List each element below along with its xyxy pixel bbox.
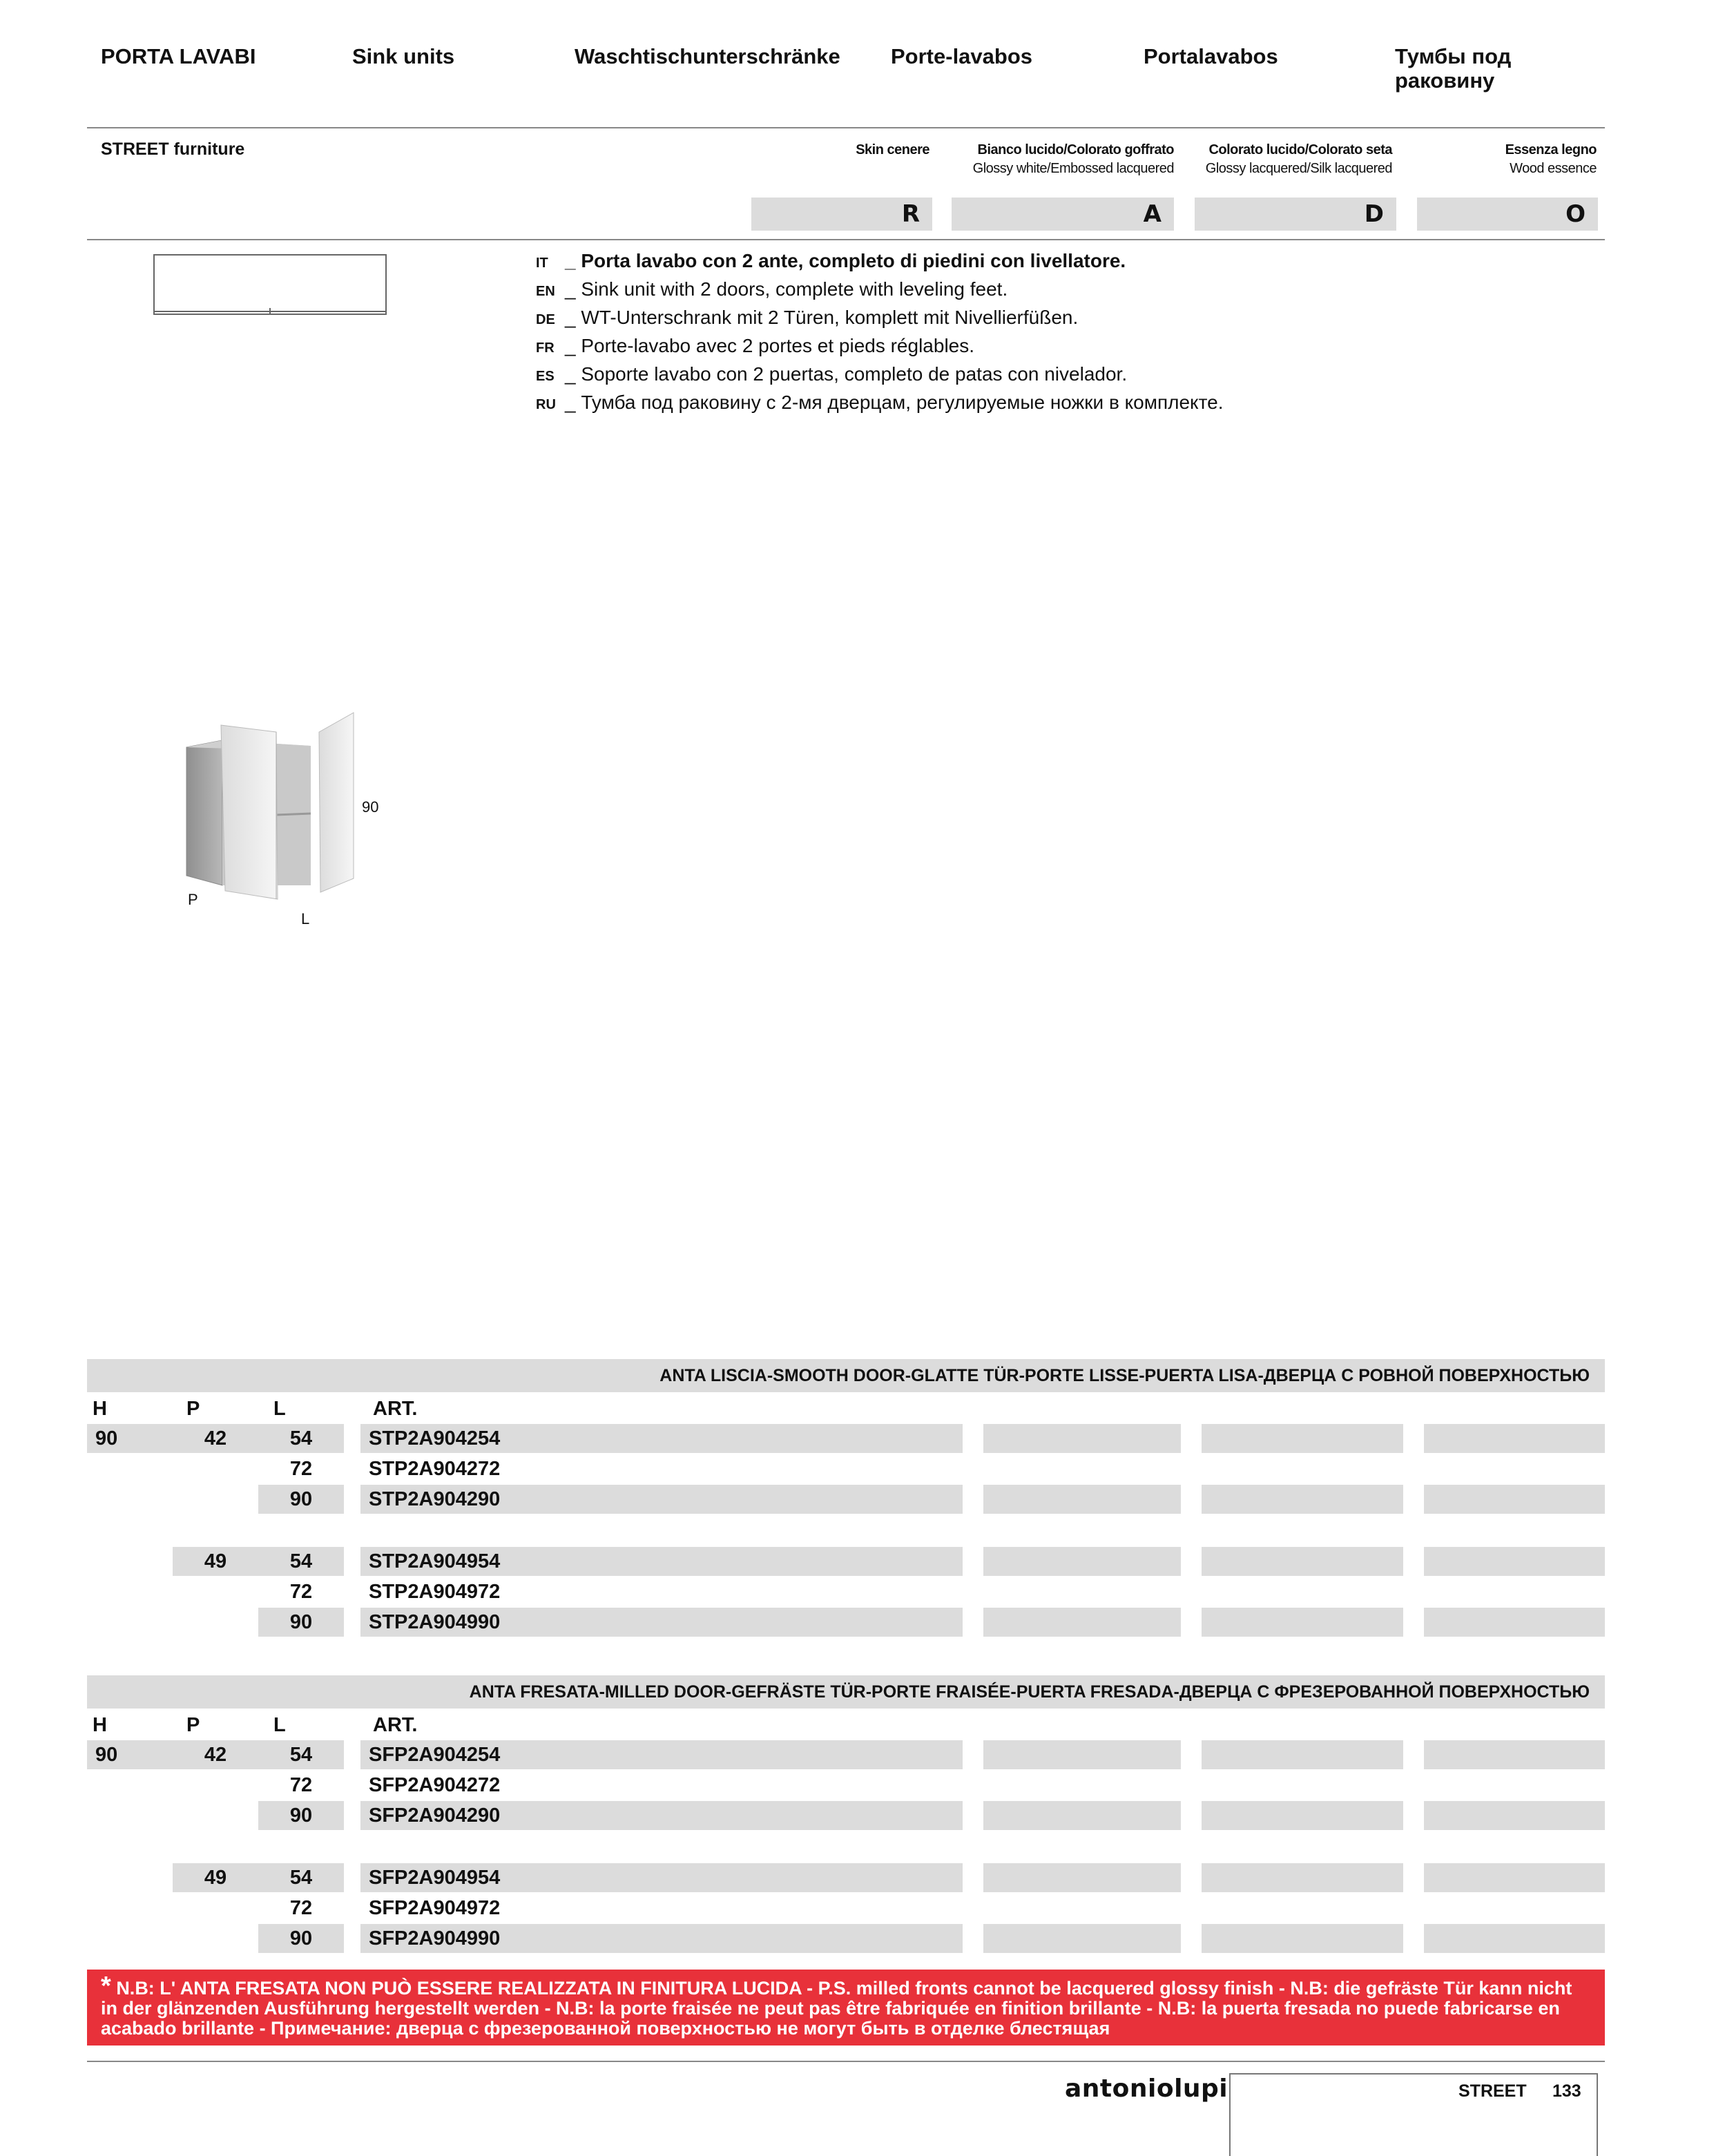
finish-divider <box>87 239 1605 240</box>
cell-l: 54 <box>258 1740 344 1769</box>
price-cell-o <box>1424 1608 1605 1637</box>
description-text: _ Sink unit with 2 doors, complete with leveling feet. <box>565 278 1008 300</box>
footer-box <box>1229 2073 1598 2156</box>
lang-code: IT <box>536 256 548 271</box>
article-code: SFP2A904972 <box>369 1897 501 1919</box>
price-cell-o <box>1424 1485 1605 1514</box>
price-cell-a <box>983 1424 1181 1453</box>
article-code: STP2A904972 <box>369 1581 501 1603</box>
article-code: STP2A904290 <box>360 1485 963 1514</box>
column-header-p: P <box>186 1398 200 1420</box>
title-it: PORTA LAVABI <box>101 44 256 68</box>
finish-header-a <box>953 141 1174 178</box>
description-de <box>536 304 1078 334</box>
finish-sub: Wood essence <box>1510 161 1597 176</box>
collection-name: STREET furniture <box>101 139 245 159</box>
title-ru: Тумбы под раковину <box>1395 44 1512 93</box>
price-cell-o <box>1424 1424 1605 1453</box>
page-number: 133 <box>1552 2081 1581 2101</box>
table-title-milled-door: ANTA FRESATA-MILLED DOOR-GEFRÄSTE TÜR-PORTE FRAISÉE-PUERTA FRESADA-ДВЕРЦА С ФРЕЗЕРОВАННОЙ ПОВЕРХНОСТЬЮ <box>87 1675 1605 1709</box>
note-text: N.B: L' ANTA FRESATA NON PUÒ ESSERE REALIZZATA IN FINITURA LUCIDA - P.S. milled fronts cannot be lacquered glossy finish - N.B: die gefräste Tür kann nicht in der glänzenden Ausführung hergestellt werden - N.B: la porte fraisée ne peut pas être fabriquée en finition brillante - N.B: la puerta fresada no puede fabricarse en acabado brillante - Примечание: дверца с фрезерованной поверхностью не могут быть в отделке блестящая <box>101 1978 1572 2039</box>
price-cell-o <box>1424 1740 1605 1769</box>
description-es <box>536 360 1127 390</box>
cell-l: 72 <box>289 1774 313 1796</box>
column-header-p: P <box>186 1714 200 1736</box>
cell-l: 54 <box>258 1863 344 1892</box>
price-cell-d <box>1202 1547 1403 1576</box>
price-cell-d <box>1202 1740 1403 1769</box>
cell-l: 54 <box>258 1547 344 1576</box>
price-cell-a <box>983 1801 1181 1830</box>
plan-view-divider <box>269 308 271 315</box>
price-cell-a <box>983 1547 1181 1576</box>
description-text: _ Porta lavabo con 2 ante, completo di piedini con livellatore. <box>565 250 1126 271</box>
cell-h: 90 <box>87 1740 173 1769</box>
price-cell-a <box>983 1485 1181 1514</box>
cell-h: 90 <box>87 1424 173 1453</box>
column-header-l: L <box>273 1714 286 1736</box>
header-divider <box>87 127 1605 128</box>
width-dimension-label: L <box>301 910 310 927</box>
description-en <box>536 276 1008 305</box>
article-code: STP2A904990 <box>360 1608 963 1637</box>
cell-l: 72 <box>289 1458 313 1480</box>
height-dimension-label: 90 <box>362 798 379 816</box>
series-name: STREET <box>1458 2081 1527 2101</box>
finish-name: Bianco lucido/Colorato goffrato <box>977 142 1174 157</box>
price-cell-d <box>1202 1863 1403 1892</box>
cell-l: 90 <box>258 1801 344 1830</box>
price-cell-d <box>1202 1424 1403 1453</box>
finish-header-o <box>1423 141 1597 178</box>
cell-l: 54 <box>258 1424 344 1453</box>
price-cell-a <box>983 1740 1181 1769</box>
column-header-h: H <box>93 1398 107 1420</box>
table-title-smooth-door: ANTA LISCIA-SMOOTH DOOR-GLATTE TÜR-PORTE LISSE-PUERTA LISA-ДВЕРЦА С РОВНОЙ ПОВЕРХНОСТЬЮ <box>87 1359 1605 1392</box>
lang-code: EN <box>536 284 555 299</box>
article-code: SFP2A904254 <box>360 1740 963 1769</box>
cell-p: 42 <box>173 1740 258 1769</box>
plan-view-drawing <box>153 254 387 312</box>
article-code: STP2A904272 <box>369 1458 501 1480</box>
description-text: _ Porte-lavabo avec 2 portes et pieds réglables. <box>565 335 975 356</box>
cell-l: 72 <box>289 1581 313 1603</box>
finish-code-a: A <box>952 198 1174 231</box>
sink-unit-illustration <box>173 704 366 912</box>
column-header-art: ART. <box>373 1714 418 1736</box>
description-text: _ WT-Unterschrank mit 2 Türen, komplett mit Nivellierfüßen. <box>565 307 1079 328</box>
lang-code: RU <box>536 397 556 412</box>
milled-door-note <box>87 1970 1605 2046</box>
finish-header-d <box>1188 141 1392 178</box>
finish-name: Colorato lucido/Colorato seta <box>1208 142 1392 157</box>
finish-sub: Glossy white/Embossed lacquered <box>972 161 1174 176</box>
article-code: SFP2A904954 <box>360 1863 963 1892</box>
finish-code-o: O <box>1417 198 1598 231</box>
price-cell-o <box>1424 1801 1605 1830</box>
article-code: STP2A904254 <box>360 1424 963 1453</box>
lang-code: ES <box>536 369 555 384</box>
article-code: STP2A904954 <box>360 1547 963 1576</box>
price-cell-d <box>1202 1924 1403 1953</box>
cell-p: 42 <box>173 1424 258 1453</box>
footer-divider <box>87 2061 1605 2062</box>
column-header-art: ART. <box>373 1398 418 1420</box>
article-code: SFP2A904272 <box>369 1774 501 1796</box>
title-fr: Porte-lavabos <box>891 44 1033 68</box>
price-cell-a <box>983 1863 1181 1892</box>
column-header-h: H <box>93 1714 107 1736</box>
cell-p: 49 <box>173 1547 258 1576</box>
price-cell-a <box>983 1608 1181 1637</box>
lang-code: DE <box>536 312 555 327</box>
finish-code-r: R <box>751 198 932 231</box>
price-cell-o <box>1424 1924 1605 1953</box>
description-text: _ Soporte lavabo con 2 puertas, completo de patas con nivelador. <box>565 363 1128 385</box>
title-es: Portalavabos <box>1144 44 1278 68</box>
note-asterisk: * <box>101 1972 111 2001</box>
price-cell-d <box>1202 1485 1403 1514</box>
depth-dimension-label: P <box>188 891 198 908</box>
cell-l: 90 <box>258 1608 344 1637</box>
lang-code: FR <box>536 340 555 356</box>
price-cell-d <box>1202 1608 1403 1637</box>
article-code: SFP2A904990 <box>360 1924 963 1953</box>
cell-l: 90 <box>258 1485 344 1514</box>
finish-code-d: D <box>1195 198 1396 231</box>
price-cell-o <box>1424 1863 1605 1892</box>
finish-name: Essenza legno <box>1505 142 1597 157</box>
description-ru <box>536 389 1223 418</box>
description-text: _ Тумба под раковину с 2-мя дверцам, регулируемые ножки в комплекте. <box>565 392 1224 413</box>
cell-l: 72 <box>289 1897 313 1919</box>
title-en: Sink units <box>352 44 455 68</box>
description-it <box>536 247 1126 277</box>
finish-sub: Glossy lacquered/Silk lacquered <box>1205 161 1392 176</box>
column-header-l: L <box>273 1398 286 1420</box>
price-cell-d <box>1202 1801 1403 1830</box>
cell-l: 90 <box>258 1924 344 1953</box>
cell-p: 49 <box>173 1863 258 1892</box>
finish-header-r <box>760 141 929 160</box>
price-cell-a <box>983 1924 1181 1953</box>
finish-name: Skin cenere <box>856 142 929 157</box>
price-cell-o <box>1424 1547 1605 1576</box>
description-fr <box>536 332 974 362</box>
title-de: Waschtischunterschränke <box>575 44 840 68</box>
article-code: SFP2A904290 <box>360 1801 963 1830</box>
brand-logo: antoniolupi <box>1065 2075 1228 2103</box>
